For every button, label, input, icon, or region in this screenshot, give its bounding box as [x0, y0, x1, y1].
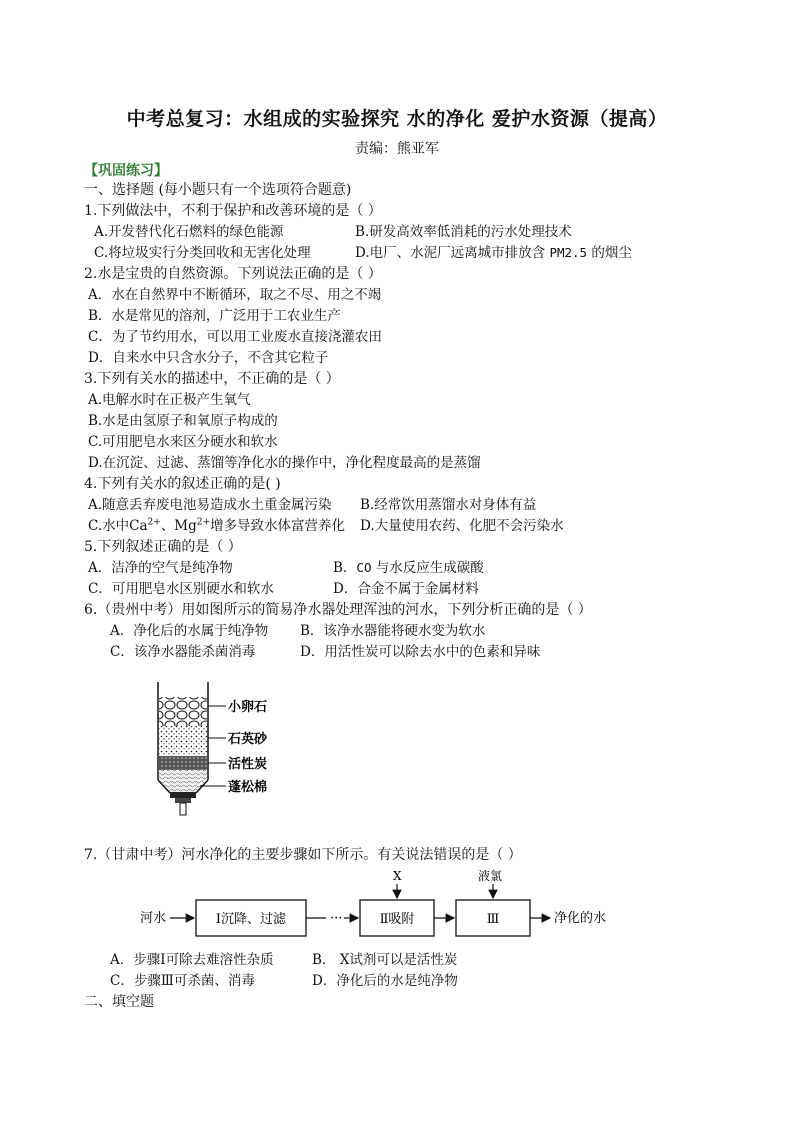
q1-option-b: B.研发高效率低消耗的污水处理技术	[355, 224, 572, 240]
q2-stem: 2.水是宝贵的自然资源。下列说法正确的是（ ）	[84, 266, 382, 282]
q1-option-c: C.将垃圾实行分类回收和无害化处理	[94, 245, 311, 261]
q1-option-d: D.电厂、水泥厂远离城市排放含 PM2.5 的烟尘	[355, 245, 632, 261]
q5-option-b: B．CO 与水反应生成碳酸	[333, 560, 484, 576]
q7-option-b: B． X试剂可以是活性炭	[312, 952, 458, 968]
q1-stem: 1.下列做法中，不利于保护和改善环境的是（ ）	[84, 203, 382, 219]
q6-option-c: C．该净水器能杀菌消毒	[110, 644, 256, 660]
editor-line: 责编：熊亚军	[355, 141, 439, 157]
q2-option-d: D．自来水中只含水分子，不含其它粒子	[88, 350, 329, 366]
q7-option-a: A．步骤Ⅰ可除去难溶性杂质	[110, 952, 274, 968]
q3-option-d: D.在沉淀、过滤、蒸馏等净化水的操作中，净化程度最高的是蒸馏	[88, 455, 481, 471]
part1-heading: 一、选择题 (每小题只有一个选项符合题意)	[84, 182, 352, 198]
label-activated-carbon: 活性炭	[228, 757, 268, 772]
q5-option-d: D．合金不属于金属材料	[333, 581, 479, 597]
section-tag: 【巩固练习】	[84, 163, 168, 179]
q5-option-c: C．可用肥皂水区别硬水和软水	[88, 581, 274, 597]
q4-option-b: B.经常饮用蒸馏水对身体有益	[360, 497, 537, 513]
water-purifier-figure	[140, 680, 300, 825]
q4-option-c: C.水中$Ca^{2+}$、$Mg^{2+}$增多导致水体富营养化	[88, 517, 346, 534]
purification-flow-diagram	[130, 866, 650, 938]
page-title: 中考总复习：水组成的实验探究 水的净化 爱护水资源（提高）	[126, 108, 668, 130]
q6-option-b: B．该净水器能将硬水变为软水	[300, 623, 486, 639]
label-cotton: 蓬松棉	[228, 780, 268, 795]
label-quartz-sand: 石英砂	[228, 732, 268, 747]
q2-option-b: B．水是常见的溶剂，广泛用于工农业生产	[88, 308, 341, 324]
q3-option-b: B.水是由氢原子和氧原子构成的	[88, 413, 278, 429]
flow-output-purified-water: 净化的水	[554, 911, 607, 926]
part2-heading: 二、填空题	[84, 994, 154, 1010]
q3-option-a: A.电解水时在正极产生氧气	[88, 392, 251, 408]
q5-stem: 5.下列叙述正确的是（ ）	[84, 539, 242, 555]
flow-reagent-liquid-chlorine: 液氯	[478, 869, 503, 883]
q7-stem: 7.（甘肃中考）河水净化的主要步骤如下所示。有关说法错误的是（ ）	[84, 847, 522, 863]
pebble-layer	[159, 697, 207, 726]
flow-input-river-water: 河水	[140, 911, 167, 926]
label-pebbles: 小卵石	[228, 700, 268, 715]
q1-option-a: A.开发替代化石燃料的绿色能源	[94, 224, 284, 240]
q5-option-a: A．洁净的空气是纯净物	[88, 560, 233, 576]
q3-option-c: C.可用肥皂水来区分硬水和软水	[88, 434, 278, 450]
flow-step2-label: Ⅱ吸附	[379, 912, 415, 927]
q2-option-c: C．为了节约用水，可以用工业废水直接浇灌农田	[88, 329, 382, 345]
sand-layer	[159, 726, 207, 756]
q4-option-d: D.大量使用农药、化肥不会污染水	[360, 518, 564, 534]
flow-ellipsis: ···	[330, 911, 343, 926]
q6-stem: 6.（贵州中考）用如图所示的简易净水器处理浑浊的河水，下列分析正确的是（ ）	[84, 602, 592, 618]
q6-option-a: A．净化后的水属于纯净物	[110, 623, 269, 639]
flow-step3-label: Ⅲ	[486, 912, 500, 927]
q6-option-d: D．用活性炭可以除去水中的色素和异味	[300, 644, 541, 660]
q3-stem: 3.下列有关水的描述中，不正确的是（ ）	[84, 371, 340, 387]
flow-reagent-x: X	[393, 869, 402, 883]
q4-stem: 4.下列有关水的叙述正确的是( )	[84, 476, 281, 492]
q7-option-c: C．步骤Ⅲ可杀菌、消毒	[110, 973, 255, 989]
q4-option-a: A.随意丢弃废电池易造成水土重金属污染	[88, 497, 332, 513]
q7-option-d: D．净化后的水是纯净物	[312, 973, 458, 989]
q2-option-a: A．水在自然界中不断循环，取之不尽、用之不竭	[88, 287, 382, 303]
flow-step1-label: Ⅰ沉降、过滤	[215, 912, 287, 927]
carbon-layer	[159, 756, 207, 770]
